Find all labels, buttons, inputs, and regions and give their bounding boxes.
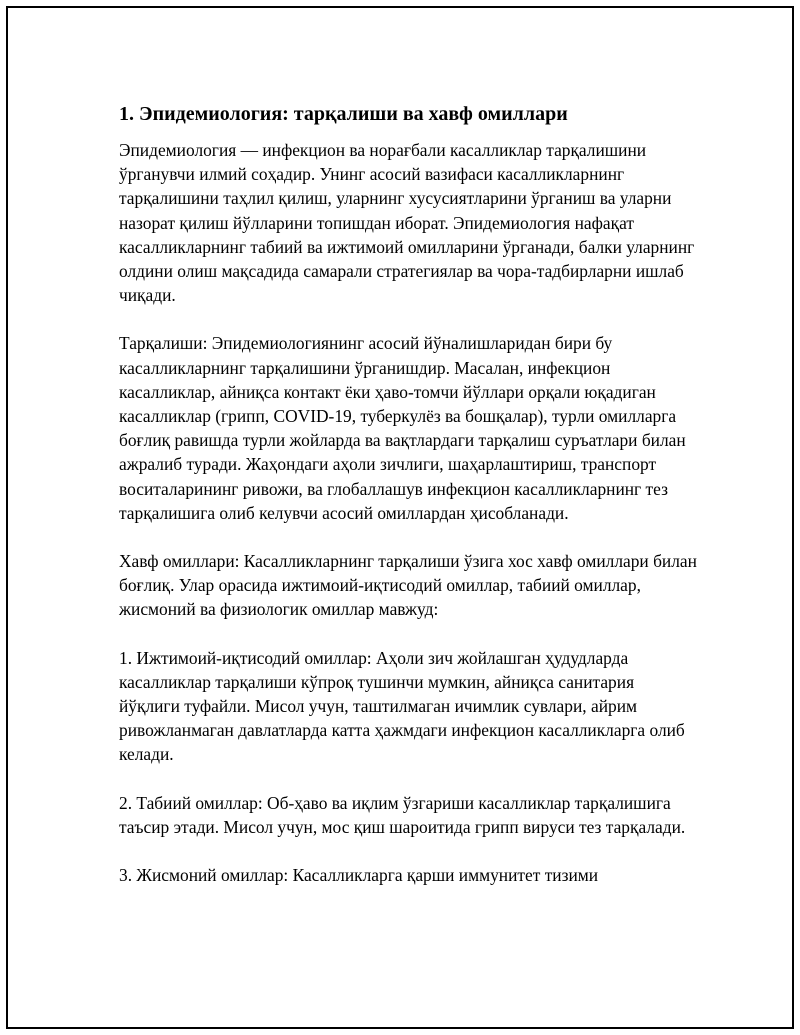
paragraph-socioeconomic: 1. Ижтимоий-иқтисодий омиллар: Аҳоли зич жойлашган ҳудудларда касалликлар тарқалиши кўпроқ тушинчи мумкин, айниқса санитария йўқлиги туфайли. Мисол учун, таштилмаган ичимлик сувлари, айрим ривожланмаган давлатларда катта ҳажмдаги инфекцион касалликларга олиб келади. [119, 647, 685, 765]
paragraph-physical: 3. Жисмоний омиллар: Касалликларга қарши иммунитет тизими [119, 865, 599, 886]
paragraph-intro: Эпидемиология — инфекцион ва норағбали касалликлар тарқалишини ўрганувчи илмий соҳадир. Унинг асосий вазифаси касалликларнинг тарқалишини таҳлил қилиш, уларнинг хусусиятларини ўрганиш ва уларни назорат қилиш йўлларини топишдан иборат. Эпидемиология нафақат касалликларнинг табиий ва ижтимоий омилларини ўрганади, балки уларнинг олдини олиш мақсадида самарали стратегиялар ва чора-тадбирларни ишлаб чиқади. [119, 140, 695, 306]
paragraph-spread: Тарқалиши: Эпидемиологиянинг асосий йўналишларидан бири бу касалликларнинг тарқалишини ўрганишдир. Масалан, инфекцион касалликлар, айниқса контакт ёки ҳаво-томчи йўллари орқали юқадиган касалликлар (грипп, COVID-19, туберкулёз ва бошқалар), турли омилларга боғлиқ равишда турли жойларда ва вақтлардаги тарқалиш суръатлари билан ажралиб туради. Жаҳондаги аҳоли зичлиги, шаҳарлаштириш, транспорт воситаларининг ривожи, ва глобаллашув инфекцион касалликларнинг тез тарқалишига олиб келувчи асосий омиллардан ҳисобланади. [119, 333, 686, 523]
section-heading: 1. Эпидемиология: тарқалиши ва хавф омиллари [119, 103, 568, 125]
document-body [119, 100, 699, 887]
page-frame [6, 6, 794, 1029]
paragraph-natural: 2. Табиий омиллар: Об-ҳаво ва иқлим ўзгариши касалликлар тарқалишига таъсир этади. Мисол учун, мос қиш шароитида грипп вируси тез тарқалади. [119, 792, 686, 837]
paragraph-risk-factors: Хавф омиллари: Касалликларнинг тарқалиши ўзига хос хавф омиллари билан боғлиқ. Улар орасида ижтимоий-иқтисодий омиллар, табиий омиллар, жисмоний ва физиологик омиллар мавжуд: [119, 551, 697, 620]
